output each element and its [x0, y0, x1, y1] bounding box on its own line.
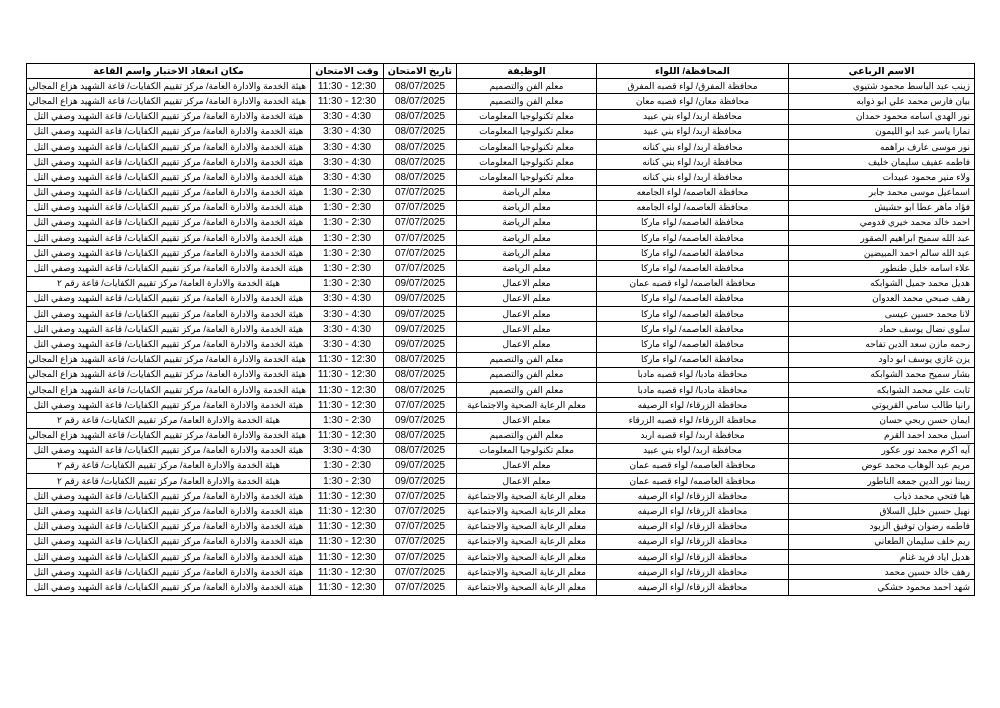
cell-job: معلم تكنولوجيا المعلومات: [457, 155, 597, 170]
cell-date: 07/07/2025: [384, 580, 457, 595]
cell-time: 3:30 - 4:30: [311, 291, 384, 306]
cell-name: آيه اكرم محمد نور عكور: [789, 443, 975, 458]
cell-name: رهف صبحي محمد العدوان: [789, 291, 975, 306]
cell-job: معلم الاعمال: [457, 307, 597, 322]
cell-location: هيئة الخدمة والادارة العامة/ مركز تقييم الكفايات/ قاعة الشهيد وصفي التل: [27, 307, 311, 322]
cell-date: 08/07/2025: [384, 124, 457, 139]
table-row: [27, 337, 975, 352]
cell-date: 07/07/2025: [384, 504, 457, 519]
cell-location: هيئة الخدمة والادارة العامة/ مركز تقييم الكفايات/ قاعة الشهيد وصفي التل: [27, 322, 311, 337]
cell-governorate: محافظة العاصمه/ لواء ماركا: [597, 322, 789, 337]
cell-name: بشار سميح محمد الشوابكه: [789, 367, 975, 382]
cell-name: شهد احمد محمود حشكي: [789, 580, 975, 595]
table-row: [27, 124, 975, 139]
cell-location: هيئة الخدمة والادارة العامة/ مركز تقييم الكفايات/ قاعة الشهيد وصفي التل: [27, 443, 311, 458]
cell-governorate: محافظة العاصمه/ لواء ماركا: [597, 215, 789, 230]
cell-job: معلم تكنولوجيا المعلومات: [457, 170, 597, 185]
cell-governorate: محافظة الزرقاء/ لواء الرصيفه: [597, 550, 789, 565]
table-row: [27, 170, 975, 185]
cell-time: 1:30 - 2:30: [311, 458, 384, 473]
cell-job: معلم الفن والتصميم: [457, 79, 597, 94]
table-row: [27, 185, 975, 200]
cell-location: هيئة الخدمة والادارة العامة/ مركز تقييم الكفايات/ قاعة الشهيد وصفي التل: [27, 231, 311, 246]
cell-location: هيئة الخدمة والادارة العامة/ مركز تقييم الكفايات/ قاعة الشهيد وصفي التل: [27, 519, 311, 534]
cell-time: 11:30 - 12:30: [311, 504, 384, 519]
table-row: [27, 534, 975, 549]
cell-date: 08/07/2025: [384, 352, 457, 367]
cell-governorate: محافظة العاصمه/ لواء ماركا: [597, 231, 789, 246]
cell-job: معلم الرعاية الصحية والاجتماعية: [457, 489, 597, 504]
cell-time: 11:30 - 12:30: [311, 565, 384, 580]
cell-date: 08/07/2025: [384, 79, 457, 94]
cell-date: 09/07/2025: [384, 276, 457, 291]
cell-location: هيئة الخدمة والادارة العامة/ مركز تقييم الكفايات/ قاعة الشهيد وصفي التل: [27, 200, 311, 215]
cell-time: 1:30 - 2:30: [311, 200, 384, 215]
cell-location: هيئة الخدمة والادارة العامة/ مركز تقييم الكفايات/ قاعة الشهيد وصفي التل: [27, 337, 311, 352]
cell-date: 09/07/2025: [384, 322, 457, 337]
cell-governorate: محافظة العاصمه/ لواء قصبه عمان: [597, 474, 789, 489]
cell-name: رهف خالد حسين محمد: [789, 565, 975, 580]
table-row: [27, 428, 975, 443]
cell-governorate: محافظة العاصمه/ لواء ماركا: [597, 291, 789, 306]
table-row: [27, 246, 975, 261]
cell-job: معلم الفن والتصميم: [457, 94, 597, 109]
table-row: [27, 215, 975, 230]
cell-name: نور الهدى اسامه محمود حمدان: [789, 109, 975, 124]
cell-location: هيئة الخدمة والادارة العامة/ مركز تقييم الكفايات/ قاعة الشهيد وصفي التل: [27, 504, 311, 519]
cell-job: معلم الرياضة: [457, 185, 597, 200]
cell-governorate: محافظة العاصمه/ لواء ماركا: [597, 307, 789, 322]
cell-date: 09/07/2025: [384, 458, 457, 473]
table-row: [27, 443, 975, 458]
cell-date: 07/07/2025: [384, 565, 457, 580]
cell-name: نهيل حسين خليل السلاق: [789, 504, 975, 519]
cell-name: هديل اياد فريد غنام: [789, 550, 975, 565]
cell-time: 11:30 - 12:30: [311, 94, 384, 109]
cell-name: عبد الله سميح ابراهيم الصقور: [789, 231, 975, 246]
table-row: [27, 109, 975, 124]
cell-time: 3:30 - 4:30: [311, 124, 384, 139]
table-row: [27, 565, 975, 580]
table-row: [27, 200, 975, 215]
cell-location: هيئة الخدمة والادارة العامة/ مركز تقييم الكفايات/ قاعة الشهيد وصفي التل: [27, 550, 311, 565]
cell-governorate: محافظة الزرقاء/ لواء الرصيفه: [597, 489, 789, 504]
cell-name: ثابت علي محمد الشوابكه: [789, 382, 975, 397]
cell-governorate: محافظة الزرقاء/ لواء الرصيفه: [597, 504, 789, 519]
cell-name: رحمه مازن سعد الدين تفاحه: [789, 337, 975, 352]
cell-job: معلم الاعمال: [457, 276, 597, 291]
cell-date: 07/07/2025: [384, 534, 457, 549]
header-date: تاريخ الامتحان: [384, 64, 457, 79]
cell-job: معلم الرعاية الصحية والاجتماعية: [457, 534, 597, 549]
cell-date: 09/07/2025: [384, 474, 457, 489]
cell-job: معلم تكنولوجيا المعلومات: [457, 443, 597, 458]
table-row: [27, 382, 975, 397]
cell-job: معلم الرياضة: [457, 215, 597, 230]
cell-governorate: محافظة العاصمه/ لواء قصبه عمان: [597, 458, 789, 473]
cell-job: معلم الاعمال: [457, 291, 597, 306]
cell-job: معلم تكنولوجيا المعلومات: [457, 109, 597, 124]
cell-job: معلم الرياضة: [457, 231, 597, 246]
cell-governorate: محافظة الزرقاء/ لواء الرصيفه: [597, 398, 789, 413]
cell-time: 11:30 - 12:30: [311, 428, 384, 443]
cell-time: 11:30 - 12:30: [311, 550, 384, 565]
cell-job: معلم الرعاية الصحية والاجتماعية: [457, 519, 597, 534]
cell-governorate: محافظة معان/ لواء قصبه معان: [597, 94, 789, 109]
cell-location: هيئة الخدمة والادارة العامة/ مركز تقييم الكفايات/ قاعة الشهيد وصفي التل: [27, 246, 311, 261]
cell-time: 1:30 - 2:30: [311, 185, 384, 200]
cell-governorate: محافظة اربد/ لواء بني عبيد: [597, 109, 789, 124]
cell-governorate: محافظة اربد/ لواء بني كنانه: [597, 139, 789, 154]
cell-name: فؤاد ماهر عطا ابو حشيش: [789, 200, 975, 215]
cell-governorate: محافظة العاصمه/ لواء قصبه عمان: [597, 276, 789, 291]
cell-date: 07/07/2025: [384, 489, 457, 504]
cell-job: معلم الرعاية الصحية والاجتماعية: [457, 580, 597, 595]
table-row: [27, 413, 975, 428]
table-row: [27, 458, 975, 473]
cell-date: 07/07/2025: [384, 200, 457, 215]
table-row: [27, 398, 975, 413]
cell-job: معلم الرياضة: [457, 261, 597, 276]
cell-date: 07/07/2025: [384, 519, 457, 534]
cell-governorate: محافظة العاصمه/ لواء الجامعه: [597, 200, 789, 215]
cell-name: سلوى نضال يوسف حماد: [789, 322, 975, 337]
cell-date: 07/07/2025: [384, 398, 457, 413]
cell-location: هيئة الخدمة والادارة العامة/ مركز تقييم الكفايات/ قاعة الشهيد هزاع المجالي: [27, 352, 311, 367]
cell-time: 3:30 - 4:30: [311, 322, 384, 337]
table-row: [27, 489, 975, 504]
cell-time: 11:30 - 12:30: [311, 382, 384, 397]
cell-location: هيئة الخدمة والادارة العامة/ مركز تقييم الكفايات/ قاعة الشهيد وصفي التل: [27, 139, 311, 154]
cell-time: 11:30 - 12:30: [311, 489, 384, 504]
cell-name: لانا محمد حسين عيسى: [789, 307, 975, 322]
cell-time: 1:30 - 2:30: [311, 276, 384, 291]
cell-governorate: محافظة الزرقاء/ لواء الرصيفه: [597, 565, 789, 580]
cell-location: هيئة الخدمة والادارة العامة/ مركز تقييم الكفايات/ قاعة الشهيد وصفي التل: [27, 185, 311, 200]
table-row: [27, 307, 975, 322]
cell-governorate: محافظة المفرق/ لواء قصبه المفرق: [597, 79, 789, 94]
cell-name: تمارا ياسر عبد ابو الليمون: [789, 124, 975, 139]
cell-governorate: محافظة الزرقاء/ لواء قصبه الزرقاء: [597, 413, 789, 428]
cell-job: معلم تكنولوجيا المعلومات: [457, 139, 597, 154]
cell-location: هيئة الخدمة والادارة العامة/ مركز تقييم الكفايات/ قاعة رقم ٢: [27, 413, 311, 428]
cell-governorate: محافظة العاصمه/ لواء ماركا: [597, 246, 789, 261]
cell-time: 3:30 - 4:30: [311, 139, 384, 154]
cell-governorate: محافظة مادبا/ لواء قصبه مادبا: [597, 367, 789, 382]
cell-name: علاء اسامه خليل طنطور: [789, 261, 975, 276]
header-name: الاسم الرباعي: [789, 64, 975, 79]
cell-job: معلم الرعاية الصحية والاجتماعية: [457, 398, 597, 413]
cell-governorate: محافظة مادبا/ لواء قصبه مادبا: [597, 382, 789, 397]
cell-job: معلم الرعاية الصحية والاجتماعية: [457, 565, 597, 580]
cell-governorate: محافظة اربد/ لواء قصبه اربد: [597, 428, 789, 443]
table-row: [27, 550, 975, 565]
cell-date: 07/07/2025: [384, 261, 457, 276]
cell-name: فاطمه رضوان توفيق الزيود: [789, 519, 975, 534]
cell-date: 08/07/2025: [384, 170, 457, 185]
cell-time: 3:30 - 4:30: [311, 109, 384, 124]
cell-date: 09/07/2025: [384, 291, 457, 306]
cell-date: 07/07/2025: [384, 246, 457, 261]
table-row: [27, 291, 975, 306]
exam-schedule-sheet: [26, 63, 974, 596]
cell-name: هيا فتحي محمد ذياب: [789, 489, 975, 504]
header-time: وقت الامتحان: [311, 64, 384, 79]
cell-date: 09/07/2025: [384, 413, 457, 428]
table-row: [27, 352, 975, 367]
cell-name: نور موسى عارف براهمه: [789, 139, 975, 154]
table-row: [27, 276, 975, 291]
cell-date: 08/07/2025: [384, 139, 457, 154]
cell-name: هديل محمد جميل الشوابكه: [789, 276, 975, 291]
cell-location: هيئة الخدمة والادارة العامة/ مركز تقييم الكفايات/ قاعة الشهيد وصفي التل: [27, 124, 311, 139]
table-row: [27, 519, 975, 534]
cell-location: هيئة الخدمة والادارة العامة/ مركز تقييم الكفايات/ قاعة الشهيد هزاع المجالي: [27, 94, 311, 109]
cell-location: هيئة الخدمة والادارة العامة/ مركز تقييم الكفايات/ قاعة رقم ٢: [27, 458, 311, 473]
cell-time: 3:30 - 4:30: [311, 337, 384, 352]
table-row: [27, 322, 975, 337]
cell-date: 08/07/2025: [384, 382, 457, 397]
cell-time: 3:30 - 4:30: [311, 443, 384, 458]
table-row: [27, 139, 975, 154]
cell-job: معلم الاعمال: [457, 413, 597, 428]
cell-date: 09/07/2025: [384, 337, 457, 352]
cell-time: 11:30 - 12:30: [311, 580, 384, 595]
cell-location: هيئة الخدمة والادارة العامة/ مركز تقييم الكفايات/ قاعة الشهيد وصفي التل: [27, 170, 311, 185]
cell-location: هيئة الخدمة والادارة العامة/ مركز تقييم الكفايات/ قاعة الشهيد هزاع المجالي: [27, 382, 311, 397]
table-row: [27, 79, 975, 94]
cell-location: هيئة الخدمة والادارة العامة/ مركز تقييم الكفايات/ قاعة الشهيد هزاع المجالي: [27, 79, 311, 94]
cell-job: معلم الفن والتصميم: [457, 428, 597, 443]
cell-location: هيئة الخدمة والادارة العامة/ مركز تقييم الكفايات/ قاعة الشهيد وصفي التل: [27, 534, 311, 549]
cell-time: 11:30 - 12:30: [311, 79, 384, 94]
cell-job: معلم الرعاية الصحية والاجتماعية: [457, 550, 597, 565]
cell-location: هيئة الخدمة والادارة العامة/ مركز تقييم الكفايات/ قاعة الشهيد وصفي التل: [27, 215, 311, 230]
cell-time: 3:30 - 4:30: [311, 307, 384, 322]
cell-location: هيئة الخدمة والادارة العامة/ مركز تقييم الكفايات/ قاعة الشهيد وصفي التل: [27, 398, 311, 413]
cell-name: مريم عبد الوهاب محمد عوض: [789, 458, 975, 473]
cell-job: معلم الرياضة: [457, 246, 597, 261]
cell-job: معلم الفن والتصميم: [457, 367, 597, 382]
cell-name: ريم خلف سليمان الطعاني: [789, 534, 975, 549]
cell-location: هيئة الخدمة والادارة العامة/ مركز تقييم الكفايات/ قاعة رقم ٢: [27, 276, 311, 291]
cell-time: 11:30 - 12:30: [311, 352, 384, 367]
cell-time: 1:30 - 2:30: [311, 413, 384, 428]
table-body: [27, 79, 975, 595]
table-row: [27, 474, 975, 489]
cell-time: 11:30 - 12:30: [311, 519, 384, 534]
cell-time: 1:30 - 2:30: [311, 261, 384, 276]
cell-name: عبد الله سالم احمد المبيضين: [789, 246, 975, 261]
cell-time: 11:30 - 12:30: [311, 534, 384, 549]
cell-job: معلم الاعمال: [457, 322, 597, 337]
cell-time: 1:30 - 2:30: [311, 231, 384, 246]
cell-governorate: محافظة العاصمه/ لواء ماركا: [597, 261, 789, 276]
cell-job: معلم الاعمال: [457, 458, 597, 473]
cell-location: هيئة الخدمة والادارة العامة/ مركز تقييم الكفايات/ قاعة الشهيد وصفي التل: [27, 489, 311, 504]
cell-date: 07/07/2025: [384, 231, 457, 246]
cell-location: هيئة الخدمة والادارة العامة/ مركز تقييم الكفايات/ قاعة الشهيد وصفي التل: [27, 580, 311, 595]
cell-name: اسيل محمد احمد القرم: [789, 428, 975, 443]
cell-location: هيئة الخدمة والادارة العامة/ مركز تقييم الكفايات/ قاعة الشهيد وصفي التل: [27, 261, 311, 276]
cell-governorate: محافظة الزرقاء/ لواء الرصيفه: [597, 580, 789, 595]
cell-location: هيئة الخدمة والادارة العامة/ مركز تقييم الكفايات/ قاعة الشهيد وصفي التل: [27, 109, 311, 124]
cell-time: 3:30 - 4:30: [311, 170, 384, 185]
cell-job: معلم تكنولوجيا المعلومات: [457, 124, 597, 139]
table-row: [27, 504, 975, 519]
cell-date: 08/07/2025: [384, 109, 457, 124]
cell-governorate: محافظة العاصمه/ لواء ماركا: [597, 337, 789, 352]
cell-job: معلم الاعمال: [457, 474, 597, 489]
cell-date: 08/07/2025: [384, 94, 457, 109]
cell-job: معلم الاعمال: [457, 337, 597, 352]
cell-name: ايمان حسن ربحي حسان: [789, 413, 975, 428]
cell-governorate: محافظة الزرقاء/ لواء الرصيفه: [597, 519, 789, 534]
cell-time: 11:30 - 12:30: [311, 398, 384, 413]
cell-governorate: محافظة اربد/ لواء بني عبيد: [597, 443, 789, 458]
cell-location: هيئة الخدمة والادارة العامة/ مركز تقييم الكفايات/ قاعة الشهيد وصفي التل: [27, 291, 311, 306]
cell-date: 08/07/2025: [384, 443, 457, 458]
table-row: [27, 261, 975, 276]
cell-job: معلم الفن والتصميم: [457, 382, 597, 397]
cell-name: اسماعيل موسى محمد جابر: [789, 185, 975, 200]
cell-location: هيئة الخدمة والادارة العامة/ مركز تقييم الكفايات/ قاعة الشهيد هزاع المجالي: [27, 367, 311, 382]
cell-date: 08/07/2025: [384, 428, 457, 443]
cell-date: 07/07/2025: [384, 215, 457, 230]
cell-location: هيئة الخدمة والادارة العامة/ مركز تقييم الكفايات/ قاعة الشهيد هزاع المجالي: [27, 428, 311, 443]
cell-time: 3:30 - 4:30: [311, 155, 384, 170]
cell-location: هيئة الخدمة والادارة العامة/ مركز تقييم الكفايات/ قاعة رقم ٢: [27, 474, 311, 489]
cell-name: ولاء منير محمود عبيدات: [789, 170, 975, 185]
cell-governorate: محافظة العاصمه/ لواء ماركا: [597, 352, 789, 367]
cell-date: 07/07/2025: [384, 550, 457, 565]
table-row: [27, 367, 975, 382]
cell-name: ريبنا نور الدين جمعه الناطور: [789, 474, 975, 489]
header-location: مكان انعقاد الاختبار واسم القاعة: [27, 64, 311, 79]
cell-governorate: محافظة اربد/ لواء بني عبيد: [597, 124, 789, 139]
exam-schedule-table: [26, 63, 975, 596]
table-row: [27, 94, 975, 109]
header-job: الوظيفة: [457, 64, 597, 79]
cell-governorate: محافظة الزرقاء/ لواء الرصيفه: [597, 534, 789, 549]
header-row: [27, 64, 975, 79]
cell-name: احمد خالد محمد خيري قدومي: [789, 215, 975, 230]
cell-date: 08/07/2025: [384, 367, 457, 382]
cell-time: 1:30 - 2:30: [311, 474, 384, 489]
cell-date: 09/07/2025: [384, 307, 457, 322]
cell-job: معلم الفن والتصميم: [457, 352, 597, 367]
cell-time: 11:30 - 12:30: [311, 367, 384, 382]
cell-name: بيان فارس محمد علي ابو ذوابه: [789, 94, 975, 109]
cell-time: 1:30 - 2:30: [311, 246, 384, 261]
cell-job: معلم الرعاية الصحية والاجتماعية: [457, 504, 597, 519]
cell-date: 07/07/2025: [384, 185, 457, 200]
cell-date: 08/07/2025: [384, 155, 457, 170]
cell-name: زينب عبد الباسط محمود شتيوي: [789, 79, 975, 94]
cell-job: معلم الرياضة: [457, 200, 597, 215]
table-row: [27, 155, 975, 170]
cell-location: هيئة الخدمة والادارة العامة/ مركز تقييم الكفايات/ قاعة الشهيد وصفي التل: [27, 565, 311, 580]
table-row: [27, 580, 975, 595]
cell-location: هيئة الخدمة والادارة العامة/ مركز تقييم الكفايات/ قاعة الشهيد وصفي التل: [27, 155, 311, 170]
cell-name: رانيا طالب سامي القريوتي: [789, 398, 975, 413]
cell-time: 1:30 - 2:30: [311, 215, 384, 230]
header-governorate: المحافظة/ اللواء: [597, 64, 789, 79]
cell-governorate: محافظة العاصمه/ لواء الجامعه: [597, 185, 789, 200]
table-row: [27, 231, 975, 246]
cell-name: فاطمه عفيف سليمان خليف: [789, 155, 975, 170]
cell-governorate: محافظة اربد/ لواء بني كنانه: [597, 170, 789, 185]
cell-name: يزن غازي يوسف ابو داود: [789, 352, 975, 367]
cell-governorate: محافظة اربد/ لواء بني كنانه: [597, 155, 789, 170]
